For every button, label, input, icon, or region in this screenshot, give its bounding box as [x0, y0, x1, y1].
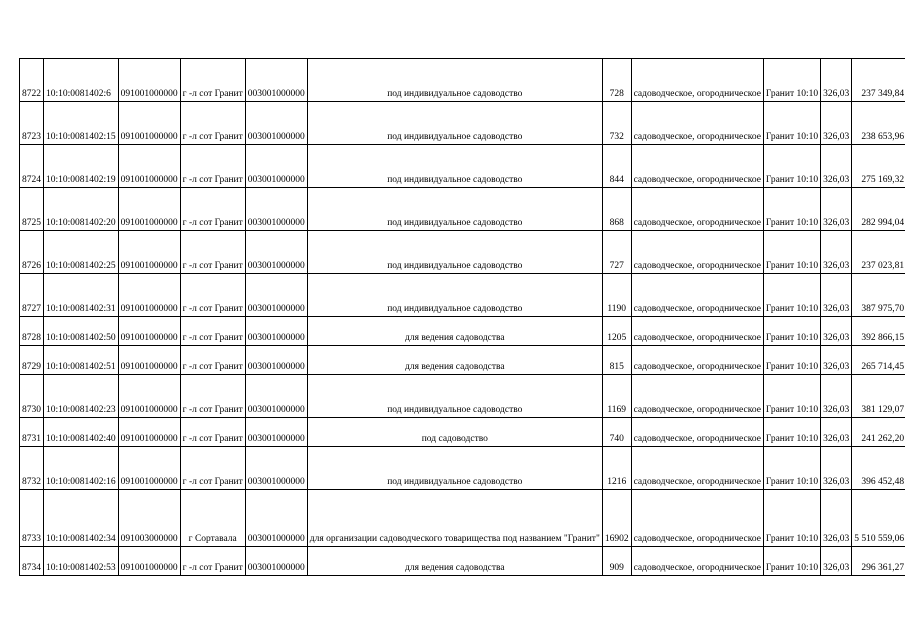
okato-code-cell: 003001000000 [245, 59, 307, 102]
locality-name-cell: г -л сот Гранит [180, 231, 245, 274]
land-area-cell: 740 [602, 418, 631, 447]
locality-code-cell: 091001000000 [118, 346, 180, 375]
specific-value-cell: 326,03 [821, 447, 852, 490]
row-number-cell: 8728 [20, 317, 44, 346]
locality-name-cell: г -л сот Гранит [180, 59, 245, 102]
permitted-use-cell: под садоводство [307, 418, 602, 447]
table-row [20, 375, 905, 418]
locality-name-cell: г -л сот Гранит [180, 145, 245, 188]
permitted-use-cell: для ведения садоводства [307, 317, 602, 346]
okato-code-cell: 003001000000 [245, 188, 307, 231]
land-category-cell: садоводческое, огородническое [631, 102, 763, 145]
specific-value-cell: 326,03 [821, 188, 852, 231]
valuation-zone-cell: Гранит 10:10 [763, 490, 820, 547]
locality-code-cell: 091001000000 [118, 102, 180, 145]
cadastral-number-cell: 10:10:0081402:23 [44, 375, 119, 418]
cadastral-value-cell: 381 129,07 [852, 375, 905, 418]
cadastral-value-cell: 392 866,15 [852, 317, 905, 346]
land-category-cell: садоводческое, огородническое [631, 274, 763, 317]
okato-code-cell: 003001000000 [245, 547, 307, 576]
specific-value-cell: 326,03 [821, 274, 852, 317]
cadastral-number-cell: 10:10:0081402:31 [44, 274, 119, 317]
locality-name-cell: г -л сот Гранит [180, 375, 245, 418]
land-category-cell: садоводческое, огородническое [631, 547, 763, 576]
land-category-cell: садоводческое, огородническое [631, 447, 763, 490]
okato-code-cell: 003001000000 [245, 231, 307, 274]
specific-value-cell: 326,03 [821, 102, 852, 145]
permitted-use-cell: под индивидуальное садоводство [307, 375, 602, 418]
table-row [20, 102, 905, 145]
valuation-zone-cell: Гранит 10:10 [763, 188, 820, 231]
cadastral-number-cell: 10:10:0081402:34 [44, 490, 119, 547]
okato-code-cell: 003001000000 [245, 317, 307, 346]
land-category-cell: садоводческое, огородническое [631, 59, 763, 102]
cadastral-value-cell: 265 714,45 [852, 346, 905, 375]
table-row [20, 145, 905, 188]
okato-code-cell: 003001000000 [245, 418, 307, 447]
permitted-use-cell: под индивидуальное садоводство [307, 59, 602, 102]
cadastral-number-cell: 10:10:0081402:51 [44, 346, 119, 375]
table-row [20, 231, 905, 274]
table-row [20, 317, 905, 346]
row-number-cell: 8731 [20, 418, 44, 447]
valuation-zone-cell: Гранит 10:10 [763, 102, 820, 145]
cadastral-value-cell: 238 653,96 [852, 102, 905, 145]
locality-name-cell: г Сортавала [180, 490, 245, 547]
okato-code-cell: 003001000000 [245, 274, 307, 317]
specific-value-cell: 326,03 [821, 490, 852, 547]
valuation-zone-cell: Гранит 10:10 [763, 231, 820, 274]
table-row [20, 188, 905, 231]
specific-value-cell: 326,03 [821, 547, 852, 576]
cadastral-number-cell: 10:10:0081402:15 [44, 102, 119, 145]
row-number-cell: 8725 [20, 188, 44, 231]
row-number-cell: 8734 [20, 547, 44, 576]
valuation-zone-cell: Гранит 10:10 [763, 346, 820, 375]
locality-name-cell: г -л сот Гранит [180, 102, 245, 145]
permitted-use-cell: под индивидуальное садоводство [307, 274, 602, 317]
land-area-cell: 1216 [602, 447, 631, 490]
land-area-cell: 815 [602, 346, 631, 375]
permitted-use-cell: для организации садоводческого товарищества под названием "Гранит" [307, 490, 602, 547]
row-number-cell: 8730 [20, 375, 44, 418]
table-row [20, 346, 905, 375]
table-row [20, 547, 905, 576]
cadastral-value-cell: 275 169,32 [852, 145, 905, 188]
permitted-use-cell: под индивидуальное садоводство [307, 145, 602, 188]
permitted-use-cell: для ведения садоводства [307, 346, 602, 375]
valuation-zone-cell: Гранит 10:10 [763, 274, 820, 317]
cadastral-number-cell: 10:10:0081402:19 [44, 145, 119, 188]
row-number-cell: 8722 [20, 59, 44, 102]
specific-value-cell: 326,03 [821, 145, 852, 188]
valuation-zone-cell: Гранит 10:10 [763, 317, 820, 346]
land-category-cell: садоводческое, огородническое [631, 490, 763, 547]
valuation-zone-cell: Гранит 10:10 [763, 418, 820, 447]
locality-name-cell: г -л сот Гранит [180, 346, 245, 375]
valuation-zone-cell: Гранит 10:10 [763, 59, 820, 102]
cadastral-value-cell: 241 262,20 [852, 418, 905, 447]
land-area-cell: 732 [602, 102, 631, 145]
cadastral-value-cell: 296 361,27 [852, 547, 905, 576]
permitted-use-cell: под индивидуальное садоводство [307, 447, 602, 490]
cadastral-number-cell: 10:10:0081402:50 [44, 317, 119, 346]
okato-code-cell: 003001000000 [245, 375, 307, 418]
land-category-cell: садоводческое, огородническое [631, 231, 763, 274]
okato-code-cell: 003001000000 [245, 490, 307, 547]
table-row [20, 490, 905, 547]
locality-code-cell: 091001000000 [118, 188, 180, 231]
locality-name-cell: г -л сот Гранит [180, 274, 245, 317]
locality-code-cell: 091001000000 [118, 418, 180, 447]
cadastral-value-cell: 237 023,81 [852, 231, 905, 274]
row-number-cell: 8723 [20, 102, 44, 145]
cadastral-number-cell: 10:10:0081402:40 [44, 418, 119, 447]
locality-name-cell: г -л сот Гранит [180, 188, 245, 231]
cadastral-number-cell: 10:10:0081402:25 [44, 231, 119, 274]
locality-name-cell: г -л сот Гранит [180, 317, 245, 346]
land-area-cell: 1190 [602, 274, 631, 317]
table-body [20, 59, 905, 576]
permitted-use-cell: под индивидуальное садоводство [307, 188, 602, 231]
table-row [20, 59, 905, 102]
permitted-use-cell: под индивидуальное садоводство [307, 102, 602, 145]
locality-name-cell: г -л сот Гранит [180, 447, 245, 490]
row-number-cell: 8729 [20, 346, 44, 375]
land-area-cell: 909 [602, 547, 631, 576]
locality-code-cell: 091001000000 [118, 274, 180, 317]
okato-code-cell: 003001000000 [245, 346, 307, 375]
land-category-cell: садоводческое, огородническое [631, 375, 763, 418]
locality-name-cell: г -л сот Гранит [180, 418, 245, 447]
land-area-cell: 728 [602, 59, 631, 102]
valuation-zone-cell: Гранит 10:10 [763, 145, 820, 188]
okato-code-cell: 003001000000 [245, 145, 307, 188]
specific-value-cell: 326,03 [821, 418, 852, 447]
cadastral-value-cell: 387 975,70 [852, 274, 905, 317]
land-area-cell: 727 [602, 231, 631, 274]
cadastral-number-cell: 10:10:0081402:6 [44, 59, 119, 102]
valuation-zone-cell: Гранит 10:10 [763, 375, 820, 418]
permitted-use-cell: для ведения садоводства [307, 547, 602, 576]
land-category-cell: садоводческое, огородническое [631, 188, 763, 231]
locality-code-cell: 091001000000 [118, 375, 180, 418]
locality-code-cell: 091003000000 [118, 490, 180, 547]
locality-code-cell: 091001000000 [118, 547, 180, 576]
land-area-cell: 844 [602, 145, 631, 188]
locality-name-cell: г -л сот Гранит [180, 547, 245, 576]
locality-code-cell: 091001000000 [118, 59, 180, 102]
locality-code-cell: 091001000000 [118, 447, 180, 490]
cadastral-value-cell: 237 349,84 [852, 59, 905, 102]
row-number-cell: 8724 [20, 145, 44, 188]
cadastral-number-cell: 10:10:0081402:20 [44, 188, 119, 231]
specific-value-cell: 326,03 [821, 375, 852, 418]
cadastral-number-cell: 10:10:0081402:16 [44, 447, 119, 490]
cadastral-value-table [19, 58, 905, 576]
table-row [20, 274, 905, 317]
cadastral-value-cell: 396 452,48 [852, 447, 905, 490]
land-area-cell: 16902 [602, 490, 631, 547]
specific-value-cell: 326,03 [821, 317, 852, 346]
valuation-zone-cell: Гранит 10:10 [763, 547, 820, 576]
row-number-cell: 8727 [20, 274, 44, 317]
table-row [20, 447, 905, 490]
specific-value-cell: 326,03 [821, 59, 852, 102]
land-category-cell: садоводческое, огородническое [631, 346, 763, 375]
land-area-cell: 1169 [602, 375, 631, 418]
locality-code-cell: 091001000000 [118, 317, 180, 346]
cadastral-number-cell: 10:10:0081402:53 [44, 547, 119, 576]
land-category-cell: садоводческое, огородническое [631, 418, 763, 447]
row-number-cell: 8733 [20, 490, 44, 547]
row-number-cell: 8732 [20, 447, 44, 490]
land-category-cell: садоводческое, огородническое [631, 317, 763, 346]
okato-code-cell: 003001000000 [245, 102, 307, 145]
land-area-cell: 868 [602, 188, 631, 231]
specific-value-cell: 326,03 [821, 231, 852, 274]
locality-code-cell: 091001000000 [118, 231, 180, 274]
cadastral-value-cell: 5 510 559,06 [852, 490, 905, 547]
row-number-cell: 8726 [20, 231, 44, 274]
table-row [20, 418, 905, 447]
valuation-zone-cell: Гранит 10:10 [763, 447, 820, 490]
cadastral-value-cell: 282 994,04 [852, 188, 905, 231]
okato-code-cell: 003001000000 [245, 447, 307, 490]
specific-value-cell: 326,03 [821, 346, 852, 375]
permitted-use-cell: под индивидуальное садоводство [307, 231, 602, 274]
land-area-cell: 1205 [602, 317, 631, 346]
locality-code-cell: 091001000000 [118, 145, 180, 188]
land-category-cell: садоводческое, огородническое [631, 145, 763, 188]
